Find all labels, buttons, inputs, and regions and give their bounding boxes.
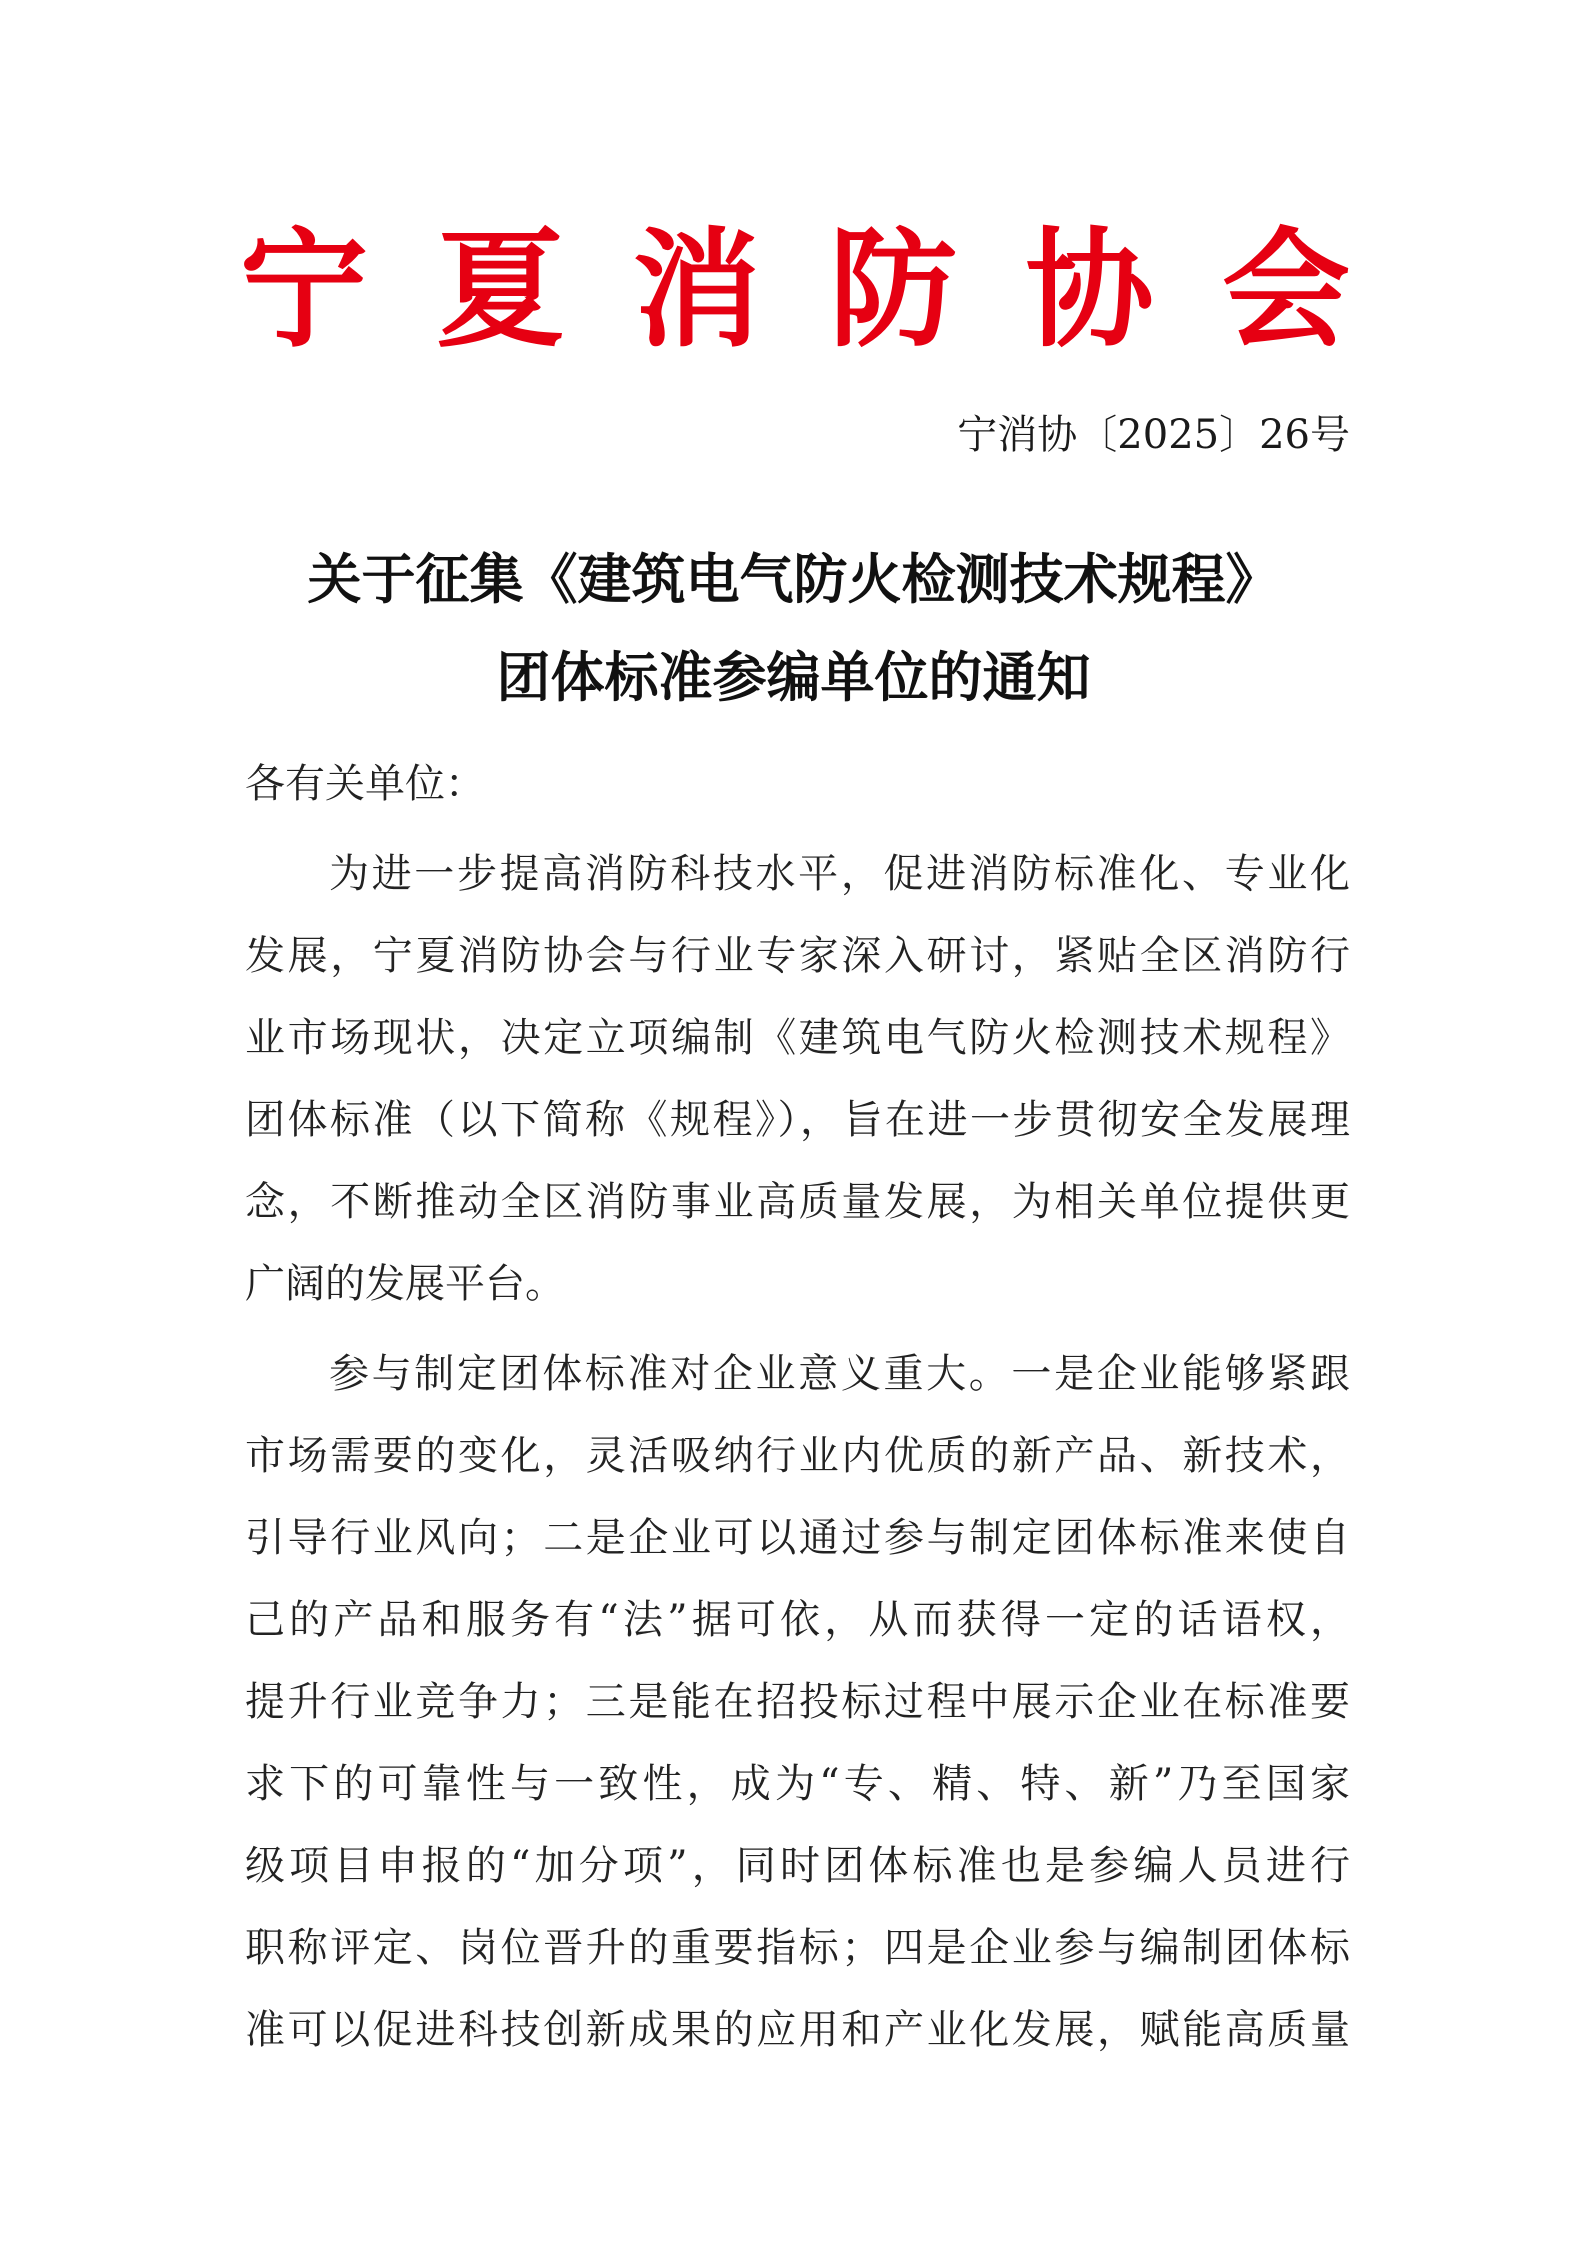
org-name-char: 防 [829, 215, 958, 365]
paragraph-line: 职称评定、岗位晋升的重要指标；四是企业参与编制团体标 [245, 1925, 1350, 1971]
paragraph-line: 市场需要的变化，灵活吸纳行业内优质的新产品、新技术， [245, 1433, 1350, 1479]
document-body [245, 743, 1350, 2071]
title-line: 关于征集《建筑电气防火检测技术规程》 [307, 547, 1280, 611]
salutation: 各有关单位： [245, 761, 485, 807]
document-title [180, 530, 1407, 726]
paragraph-line: 广阔的发展平台。 [245, 1261, 565, 1307]
paragraph-line: 为进一步提高消防科技水平，促进消防标准化、专业化 [329, 851, 1350, 897]
organization-header [240, 215, 1350, 365]
paragraph-line: 求下的可靠性与一致性，成为“专、精、特、新”乃至国家 [245, 1761, 1350, 1807]
paragraph-line: 团体标准（以下简称《规程》），旨在进一步贯彻安全发展理 [245, 1097, 1350, 1143]
title-line: 团体标准参编单位的通知 [496, 645, 1091, 709]
paragraph-line: 业市场现状，决定立项编制《建筑电气防火检测技术规程》 [245, 1015, 1350, 1061]
paragraph-line: 发展，宁夏消防协会与行业专家深入研讨，紧贴全区消防行 [245, 933, 1350, 979]
org-name-char: 夏 [436, 215, 565, 365]
paragraph-2 [245, 1333, 1350, 2071]
paragraph-line: 级项目申报的“加分项”，同时团体标准也是参编人员进行 [245, 1843, 1350, 1889]
paragraph-line: 提升行业竞争力；三是能在招投标过程中展示企业在标准要 [245, 1679, 1350, 1725]
org-name-char: 会 [1221, 215, 1350, 365]
document-number: 宁消协〔2025〕26号 [957, 412, 1350, 458]
paragraph-line: 参与制定团体标准对企业意义重大。一是企业能够紧跟 [329, 1351, 1350, 1397]
org-name-char: 协 [1025, 215, 1154, 365]
paragraph-1 [245, 833, 1350, 1325]
paragraph-line: 己的产品和服务有“法”据可依，从而获得一定的话语权， [245, 1597, 1350, 1643]
paragraph-line: 念，不断推动全区消防事业高质量发展，为相关单位提供更 [245, 1179, 1350, 1225]
org-name-char: 消 [632, 215, 761, 365]
paragraph-line: 准可以促进科技创新成果的应用和产业化发展，赋能高质量 [245, 2007, 1350, 2053]
org-name-char: 宁 [240, 215, 369, 365]
paragraph-line: 引导行业风向；二是企业可以通过参与制定团体标准来使自 [245, 1515, 1350, 1561]
